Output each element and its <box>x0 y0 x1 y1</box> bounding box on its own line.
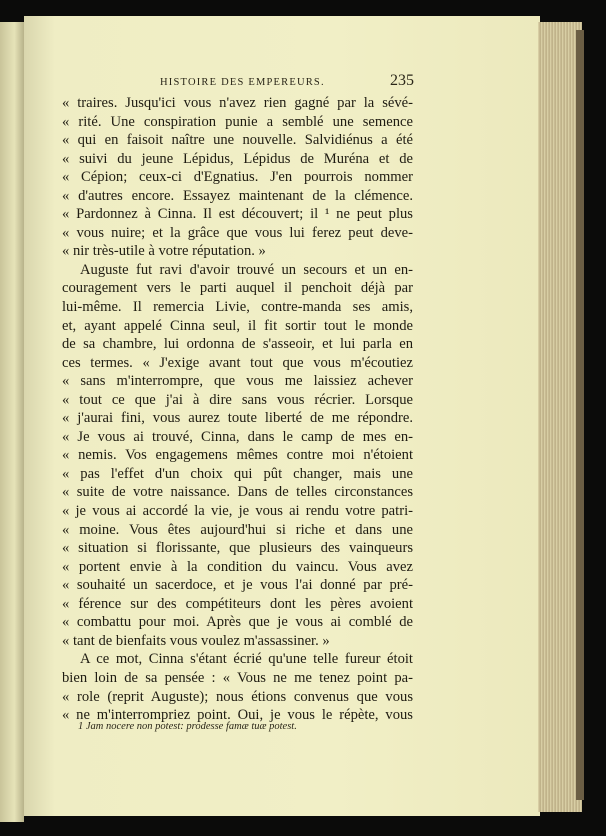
book-edge-shadow <box>576 30 584 800</box>
text-line: « role (reprit Auguste); nous étions convenus que vous <box>62 688 413 705</box>
text-line: « traires. Jusqu'ici vous n'avez rien gagné par la sévé- <box>62 95 413 111</box>
facing-page-edge <box>0 22 24 822</box>
text-line: « Je vous ai trouvé, Cinna, dans le camp de mes en- <box>62 428 413 445</box>
text-line: « ne m'interrompriez point. Oui, je vous le répète, vous <box>62 707 413 724</box>
text-line: « d'autres encore. Essayez maintenant de la clémence. <box>62 187 413 204</box>
text-line: « nir très-utile à votre réputation. » <box>62 243 266 260</box>
text-line: de sa chambre, lui ordonna de s'asseoir, et lui parla en <box>62 336 413 353</box>
text-line: « pas l'effet d'un choix qui pût changer, mais une <box>62 465 413 482</box>
text-line: « Cépion; ceux-ci d'Egnatius. J'en pourrois nommer <box>62 169 413 186</box>
text-line: « sans m'interrompre, que vous me laissiez achever <box>62 373 413 390</box>
text-line: « férence sur des compétiteurs dont les pères avoient <box>62 595 413 612</box>
footnote: 1 Jam nocere non potest: prodesse famæ tuæ potest. <box>78 721 297 732</box>
text-line: « tant de bienfaits vous voulez m'assassiner. » <box>62 632 330 649</box>
text-line: et, ayant appelé Cinna seul, il fit sortir tout le monde <box>62 317 413 334</box>
text-line: « Pardonnez à Cinna. Il est découvert; il ¹ ne peut plus <box>62 206 413 223</box>
text-line: couragement vers le parti auquel il penchoit déjà par <box>62 280 413 297</box>
text-line: « tout ce que j'ai à dire sans vous récrier. Lorsque <box>62 391 413 408</box>
text-line: « combattu pour moi. Après que je vous ai comblé de <box>62 614 413 631</box>
page-number: 235 <box>390 72 414 89</box>
text-line: A ce mot, Cinna s'étant écrié qu'une telle fureur étoit <box>80 651 413 668</box>
text-line: « je vous ai accordé la vie, je vous ai rendu votre patri- <box>62 503 413 520</box>
text-line: « souhaité un sacerdoce, et je vous l'ai donné par pré- <box>62 577 413 594</box>
text-line: « suivi du jeune Lépidus, Lépidus de Muréna et de <box>62 150 413 167</box>
text-line: lui-même. Il remercia Livie, contre-manda ses amis, <box>62 299 413 316</box>
text-line: ces termes. « J'exige avant tout que vous m'écoutiez <box>62 354 413 371</box>
text-line: « nemis. Vos engagemens mêmes contre moi n'étoient <box>62 447 413 464</box>
text-line: « situation si florissante, que plusieurs des vainqueurs <box>62 540 413 557</box>
text-line: Auguste fut ravi d'avoir trouvé un secours et un en- <box>80 261 413 278</box>
text-line: « moine. Vous êtes aujourd'hui si riche et dans une <box>62 521 413 538</box>
page-header <box>62 72 414 90</box>
text-line: « vous nuire; et la grâce que vous lui ferez peut deve- <box>62 224 413 241</box>
text-line: « rité. Une conspiration punie a semblé une semence <box>62 113 413 130</box>
text-line: bien loin de sa pensée : « Vous ne me tenez point pa- <box>62 669 413 686</box>
page-body-text <box>62 94 413 725</box>
text-line: « suite de votre naissance. Dans de telles circonstances <box>62 484 413 501</box>
text-line: « qui en faisoit naître une nouvelle. Salvidiénus a été <box>62 132 413 149</box>
text-line: « j'aurai fini, vous aurez toute liberté de me répondre. <box>62 410 413 427</box>
running-title: HISTOIRE DES EMPEREURS. <box>160 77 325 88</box>
text-line: « portent envie à la condition du vaincu. Vous avez <box>62 558 413 575</box>
